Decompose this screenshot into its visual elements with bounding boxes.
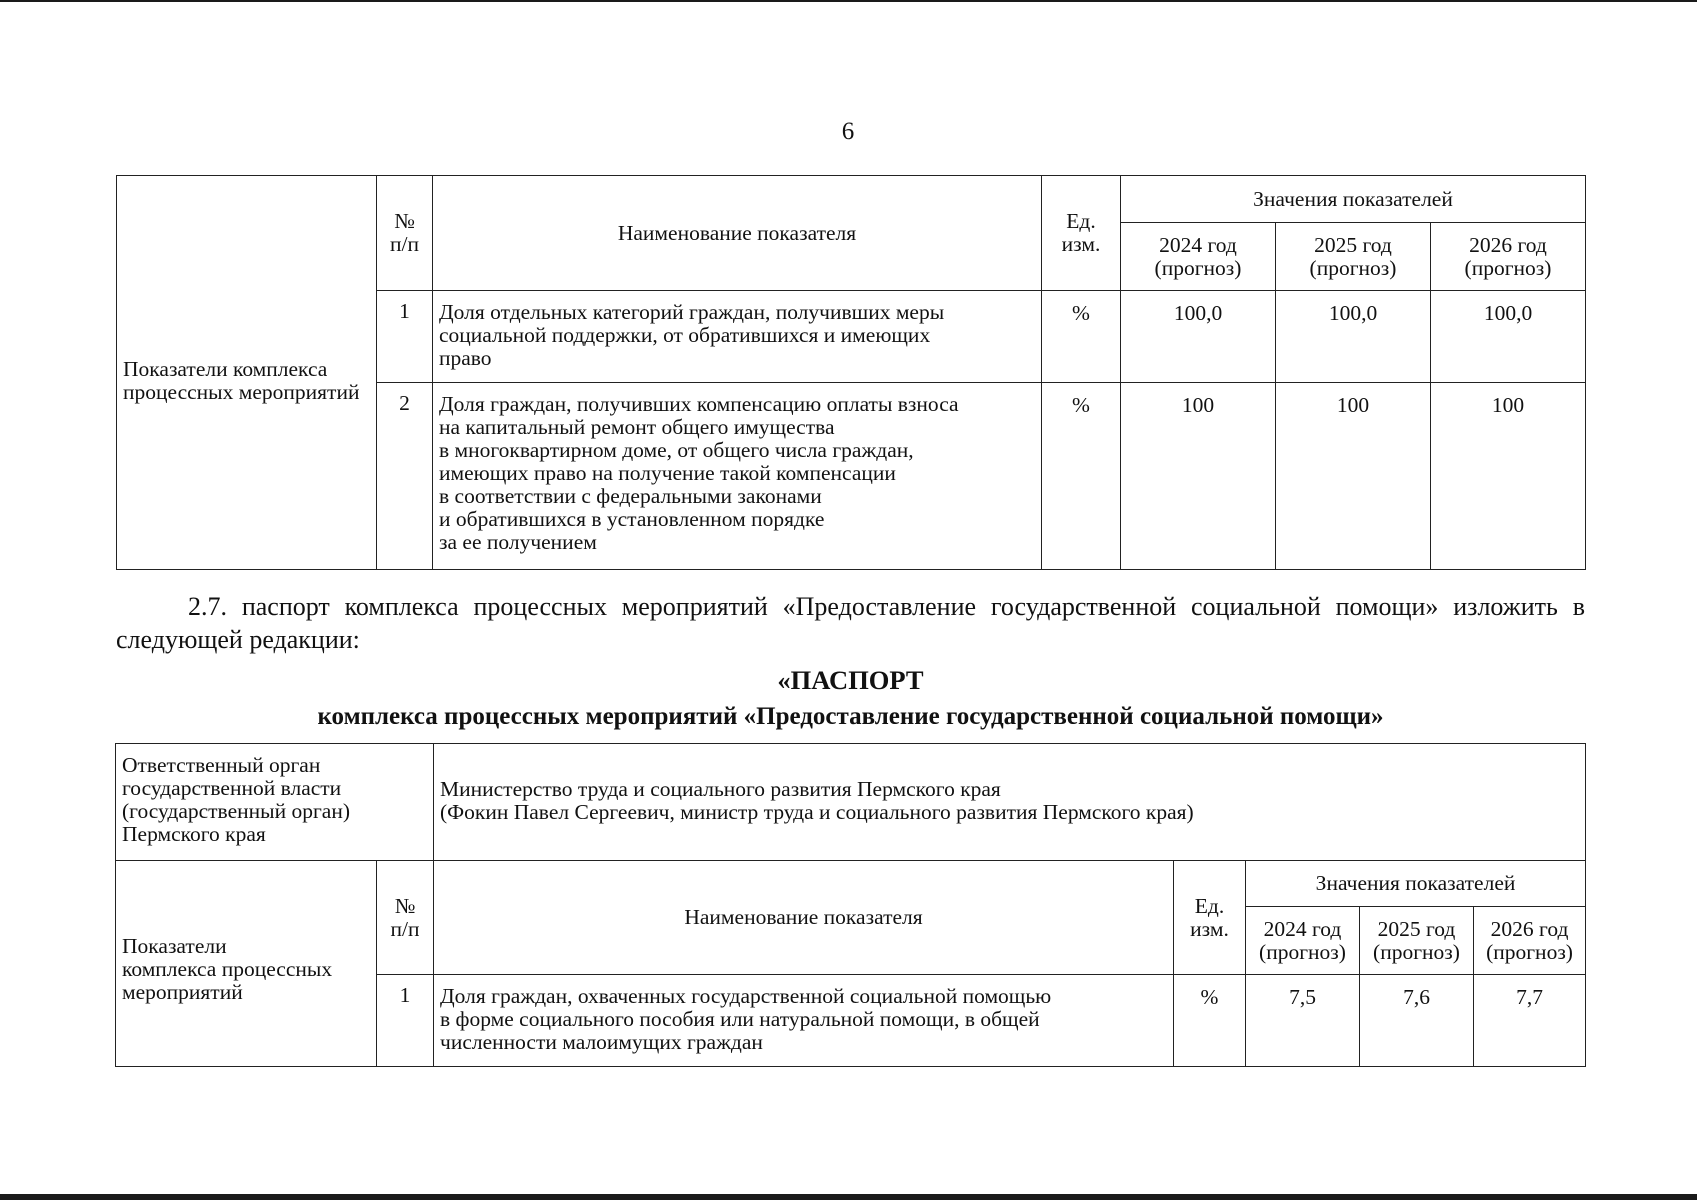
header-year-2026: 2026 год (прогноз) [1431,223,1586,291]
section-label: Показатели комплекса процессных мероприятий [123,356,360,404]
passport-title: «ПАСПОРТ [777,665,924,695]
header-year-2024: 2024 год (прогноз) [1121,223,1276,291]
indicator-unit: % [1042,291,1121,383]
value-2026: 100,0 [1431,291,1586,383]
indicator-name: Доля граждан, получивших компенсацию оплаты взноса на капитальный ремонт общего имущества в многоквартирном доме, от общего числа граждан, имеющих право на получение такой компенсации в соответствии с федеральными законами и обратившихся в установленном порядке за ее получением [433,383,1042,570]
responsible-label: Ответственный орган государственной власти (государственный орган) Пермского края [122,753,350,846]
header-values-group: Значения показателей [1121,176,1586,223]
header-values-group: Значения показателей [1246,861,1586,907]
responsible-label-cell [116,744,434,861]
page-number: 6 [841,118,855,145]
passport-table [115,743,1586,1067]
header-unit: Ед. изм. [1042,176,1121,291]
header-year-2024: 2024 год (прогноз) [1246,907,1360,975]
value-2024: 100 [1121,383,1276,570]
scan-edge-top [0,0,1697,2]
indicator-name: Доля отдельных категорий граждан, получивших меры социальной поддержки, от обратившихся и имеющих право [433,291,1042,383]
row-number: 1 [377,975,434,1067]
section-label-cell [117,176,377,570]
header-number: № п/п [377,861,434,975]
indicator-unit: % [1042,383,1121,570]
header-year-2025: 2025 год (прогноз) [1360,907,1474,975]
value-2025: 100,0 [1276,291,1431,383]
scan-edge-bottom [0,1194,1697,1200]
responsible-value: Министерство труда и социального развития Пермского края (Фокин Павел Сергеевич, министр труда и социального развития Пермского края) [440,777,1194,824]
passport-subtitle: комплекса процессных мероприятий «Предоставление государственной социальной помощи» [317,703,1384,730]
header-number: № п/п [377,176,433,291]
section-label-cell [116,861,377,1067]
header-unit: Ед. изм. [1174,861,1246,975]
header-year-2025: 2025 год (прогноз) [1276,223,1431,291]
header-name: Наименование показателя [433,176,1042,291]
amendment-paragraph: 2.7. паспорт комплекса процессных мероприятий «Предоставление государственной социальной помощи» изложить в следующей редакции: [116,592,1585,654]
value-2024: 100,0 [1121,291,1276,383]
value-2025: 7,6 [1360,975,1474,1067]
indicator-unit: % [1174,975,1246,1067]
header-name: Наименование показателя [434,861,1174,975]
row-number: 1 [377,291,433,383]
section-label: Показатели комплекса процессных мероприятий [122,934,333,1004]
indicators-table-1 [116,175,1586,570]
value-2026: 7,7 [1474,975,1586,1067]
row-number: 2 [377,383,433,570]
indicator-name: Доля граждан, охваченных государственной социальной помощью в форме социального пособия или натуральной помощи, в общей численности малоимущих граждан [434,975,1174,1067]
value-2024: 7,5 [1246,975,1360,1067]
header-year-2026: 2026 год (прогноз) [1474,907,1586,975]
value-2026: 100 [1431,383,1586,570]
responsible-value-cell [434,744,1586,861]
value-2025: 100 [1276,383,1431,570]
